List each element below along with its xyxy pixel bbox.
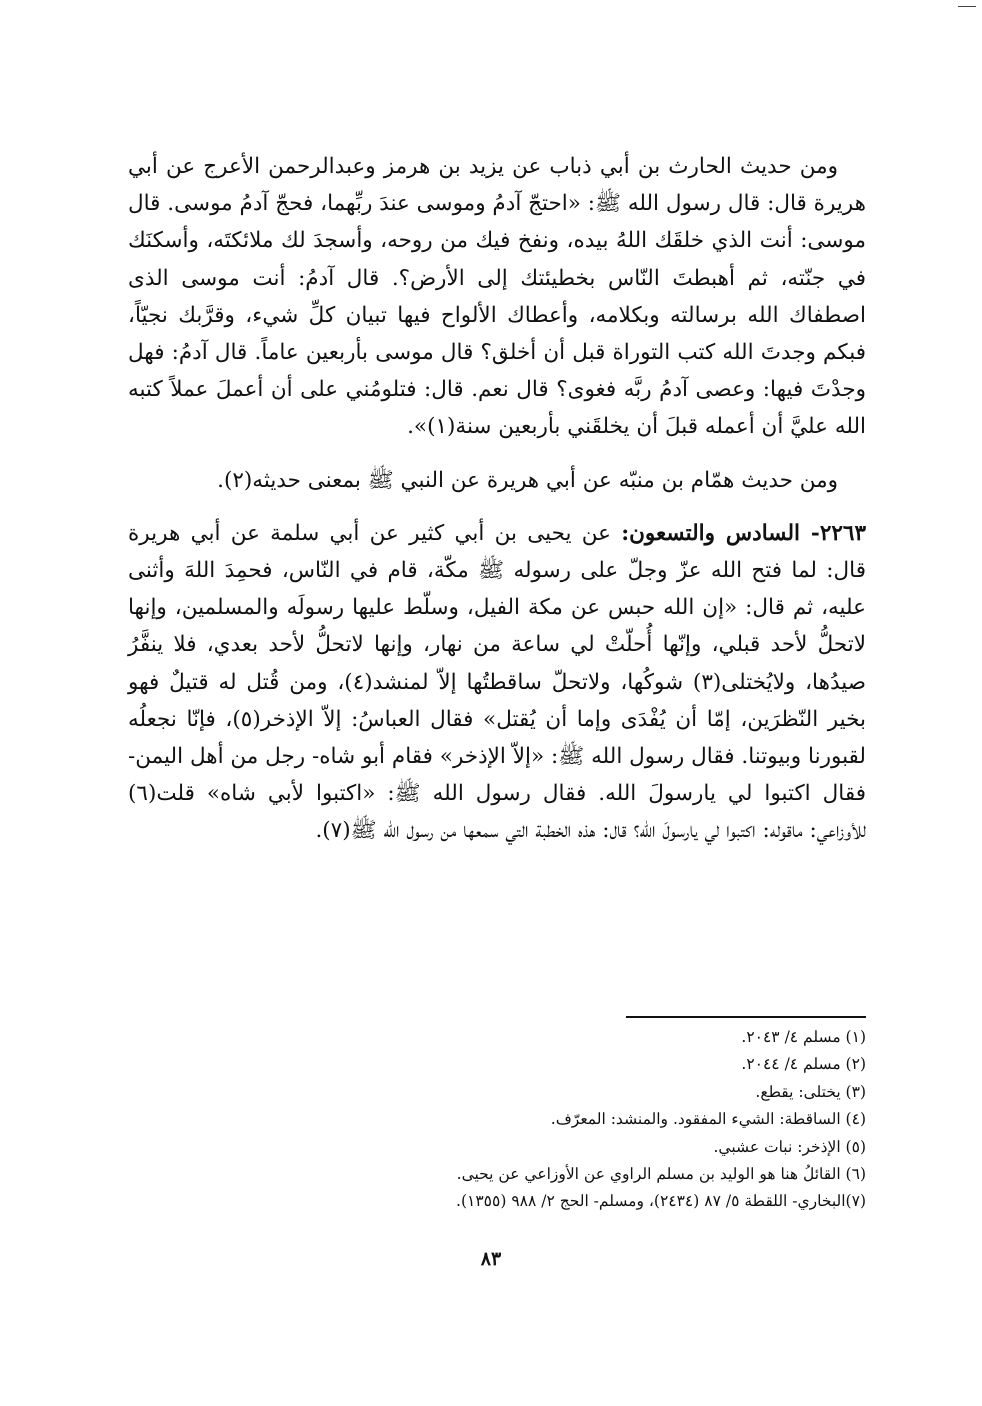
footnote-item: (٦) القائلُ هنا هو الوليد بن مسلم الراوي عن الأوزاعي عن يحيى. [456,1165,866,1184]
footnote-item: (٧)البخاري- اللقطة ٥/ ٨٧ (٢٤٣٤)، ومسلم- الحج ٢/ ٩٨٨ (١٣٥٥). [456,1192,866,1211]
footnote-item: (٢) مسلم ٤/ ٢٠٤٤. [741,1055,866,1074]
page-body [128,148,866,850]
hadith-2263-text: عن يحيى بن أبي كثير عن أبي سلمة عن أبي هريرة قال: لما فتح الله عزّ وجلّ على رسوله ﷺ مكّة، قام في النّاس، فحمِدَ اللهَ وأثنى عليه، ثم قال: «إن الله حبس عن مكة الفيل، وسلّط عليها رسولَه والمسلمين، وإنها لاتحلُّ لأحد قبلي، وإنّها أُحلّتْ لي ساعة من نهار، وإنها لاتحلُّ لأحد بعدي، فلا ينفَّرُ صيدُها، ولايُختلى(٣) شوكُها، ولاتحلّ ساقطتُها إلاّ لمنشد(٤)، ومن قُتل له قتيلٌ فهو بخير النّظرَين، إمّا أن يُفْدَى وإما أن يُقتل» فقال العباسُ: إلاّ الإذخر(٥)، فإنّا نجعلُه لقبورنا وبيوتنا. فقال رسول الله ﷺ: «إلاّ الإذخر» فقام أبو شاه- رجل من أهل اليمن- فقال اكتبوا لي يارسولَ الله. فقال رسول الله ﷺ: «اكتبوا لأبي شاه» قلت(٦) للأوزاعي: ماقوله: اكتبوا لي يارسولَ الله؟ قال: هذه الخطبة التي سمعها من رسول الله ﷺ(٧). [128,520,866,844]
paragraph-hammam: ومن حديث همّام بن منبّه عن أبي هريرة عن النبي ﷺ بمعنى حديثه(٢). [217,467,838,493]
footnote-item: (١) مسلم ٤/ ٢٠٤٣. [741,1028,866,1046]
footnotes-list [330,1024,866,1216]
hadith-number: ٢٢٦٣- السادس والتسعون: [621,520,867,546]
footnote-divider [626,1016,866,1018]
paragraph-hadith-2263 [128,515,866,850]
page-number: ٨٣ [480,1248,502,1270]
paragraph-hadith-adam-musa: ومن حديث الحارث بن أبي ذباب عن يزيد بن هرمز وعبدالرحمن الأعرج عن أبي هريرة قال: قال رسول الله ﷺ: «احتجّ آدمُ وموسى عندَ ربِّهما، فحجّ آدمُ موسى. قال موسى: أنت الذي خلقَك اللهُ بيده، ونفخ فيك من روحه، وأسجدَ لك ملائكتَه، وأسكنَك في جنّته، ثم أهبطتَ النّاس بخطيئتك إلى الأرض؟. قال آدمُ: أنت موسى الذى اصطفاك الله برسالته وبكلامه، وأعطاك الألواح فيها تبيان كلِّ شيء، وقرَّبك نجيّاً، فبكم وجدتَ الله كتب التوراة قبل أن أخلق؟ قال موسى بأربعين عاماً. قال آدمُ: فهل وجدْتَ فيها: وعصى آدمُ ربَّه فغوى؟ قال نعم. قال: فتلومُني على أن أعملَ عملاً كتبه الله عليَّ أن أعمله قبلَ أن يخلقَني بأربعين سنة(١)». [128,154,866,440]
corner-mark [958,6,976,7]
footnote-item: (٥) الإذخر: نبات عشبي. [713,1137,866,1156]
footnote-item: (٤) الساقطة: الشيء المفقود. والمنشد: المعرّف. [550,1110,866,1129]
footnote-item: (٣) يختلى: يقطع. [755,1082,866,1101]
